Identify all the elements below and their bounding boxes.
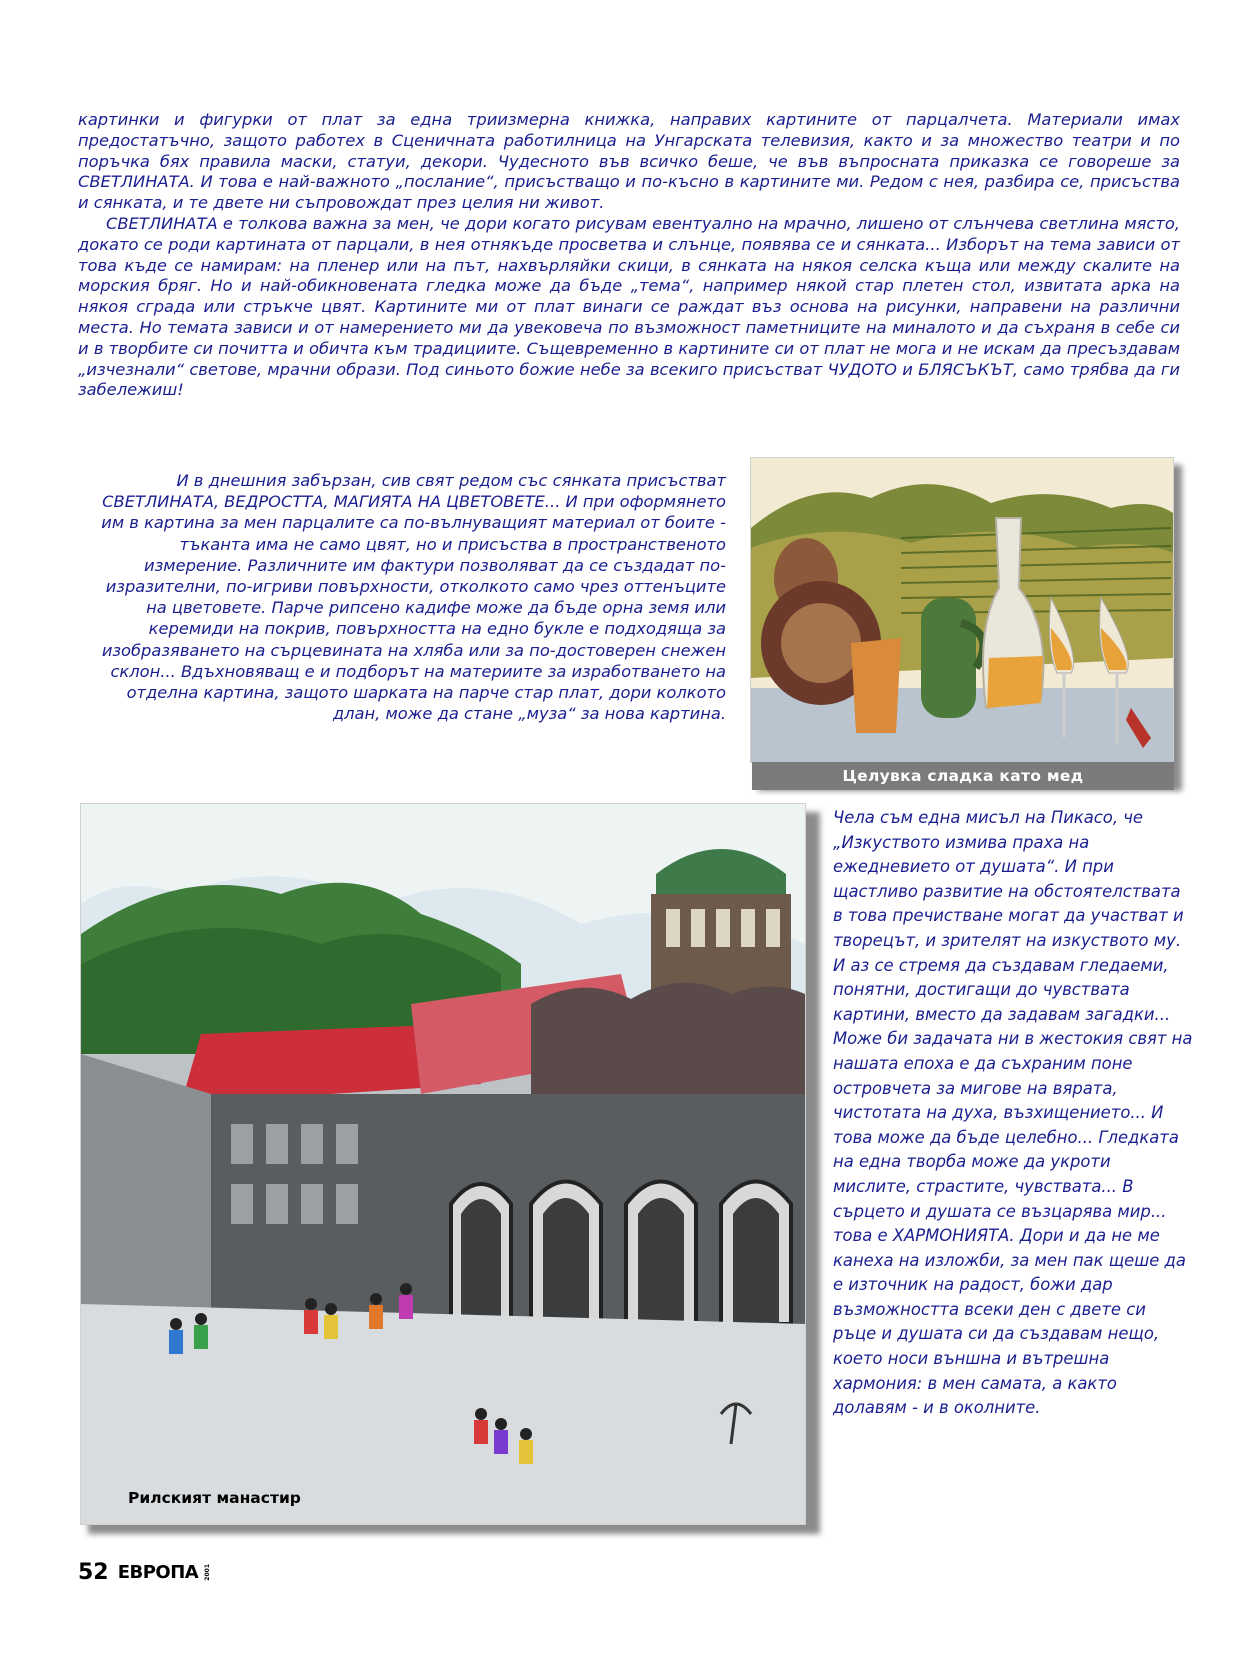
page-footer — [78, 1560, 211, 1590]
page-number: 52 — [78, 1560, 109, 1585]
magazine-logo: ЕВРОПА — [117, 1562, 199, 1583]
magazine-logo-suffix: 2001 — [204, 1564, 212, 1581]
monastery-caption: Рилският манастир — [128, 1489, 301, 1507]
still-life-painting — [750, 457, 1174, 763]
paragraph-1: картинки и фигурки от плат за една триизмерна книжка, направих картините от парцалчета. Материали имах предостатъчно, защото работех в Сценичната работилница на Унгарската телевизия, както и за множество театри и по поръчка бях правила маски, статуи, декори. Чудесното във всичко беше, че във въпросната приказка се говореше за СВЕТЛИНАТА. И това е най-важното „послание“, присъстващо и по-късно в картините ми. Редом с нея, разбира се, присъства и сянката, и те двете ни съпровождат през целия ни живот. — [78, 110, 1180, 213]
article-top-text — [78, 110, 1180, 401]
paragraph-4: Чела съм една мисъл на Пикасо, че „Изкуството измива праха на ежедневието от душата“. И при щастливо развитие на обстоятелствата в това пречистване могат да участват и творецът, и зрителят на изкуството му. И аз се стремя да създавам гледаеми, понятни, достигащи до чувствата картини, вместо да задавам загадки... Може би задачата ни в жестокия свят на нашата епоха е да съхраним поне островчета за мигове на вярата, чистотата на духа, възхищението... И това може да бъде целебно... Гледката на една творба може да укроти мислите, страстите, чувствата... В сърцето и душата се възцарява мир... това е ХАРМОНИЯТА. Дори и да не ме канеха на изложби, за мен пак щеше да е източник на радост, божи дар възможността всеки ден с двете си ръце и душата си да създавам нещо, което носи външна и вътрешна хармония: в мен самата, а както долавям - и в околните. — [833, 808, 1193, 1418]
article-middle-text — [90, 470, 726, 724]
still-life-caption: Целувка сладка като мед — [752, 762, 1174, 790]
paragraph-2: СВЕТЛИНАТА е толкова важна за мен, че дори когато рисувам евентуално на мрачно, лишено от слънчева светлина място, докато се роди картината от парцали, в нея отнякъде просветва и слънце, появява се и сянката... Изборът на тема зависи от това къде се намирам: на пленер или на път, нахвърляйки скици, в сянката на някоя селска къща или между скалите на морския бряг. Но и най-обикновената гледка може да бъде „тема“, например някой стар плетен стол, извитата арка на някоя сграда или стръкче цвят. Картините ми от плат винаги се раждат въз основа на рисунки, направени на различни места. Но темата зависи и от намерението ми да увековеча по възможност паметниците на миналото и да съхраня в себе си и в творбите си почитта и обичта към традициите. Същевременно в картините си от плат не мога и не искам да пресъздавам „изчезнали“ светове, мрачни образи. Под синьото божие небе за всекиго присъстват ЧУДОТО и БЛЯСЪКЪТ, само трябва да ги забележиш! — [78, 213, 1180, 400]
article-right-text — [833, 806, 1193, 1421]
paragraph-3: И в днешния забързан, сив свят редом със сянката присъстват СВЕТЛИНАТА, ВЕДРОСТТА, МАГИЯТА НА ЦВЕТОВЕТЕ... И при оформянето им в картина за мен парцалите са по-вълнуващият материал от боите - тъканта има не само цвят, но и присъства в пространственото измерение. Различните им фактури позволяват да се създадат по-изразителни, по-игриви повърхности, отколкото само чрез оттенъците на цветовете. Парче рипсено кадифе може да бъде орна земя или керемиди на покрив, повърхността на едно букле е подходяща за изобразяването на сърцевината на хляба или за по-достоверен снежен склон... Вдъхновяващ е и подборът на материите за изработването на отделна картина, защото шарката на парче стар плат, дори колкото длан, може да стане „муза“ за нова картина. — [101, 471, 726, 724]
monastery-painting — [80, 803, 806, 1525]
